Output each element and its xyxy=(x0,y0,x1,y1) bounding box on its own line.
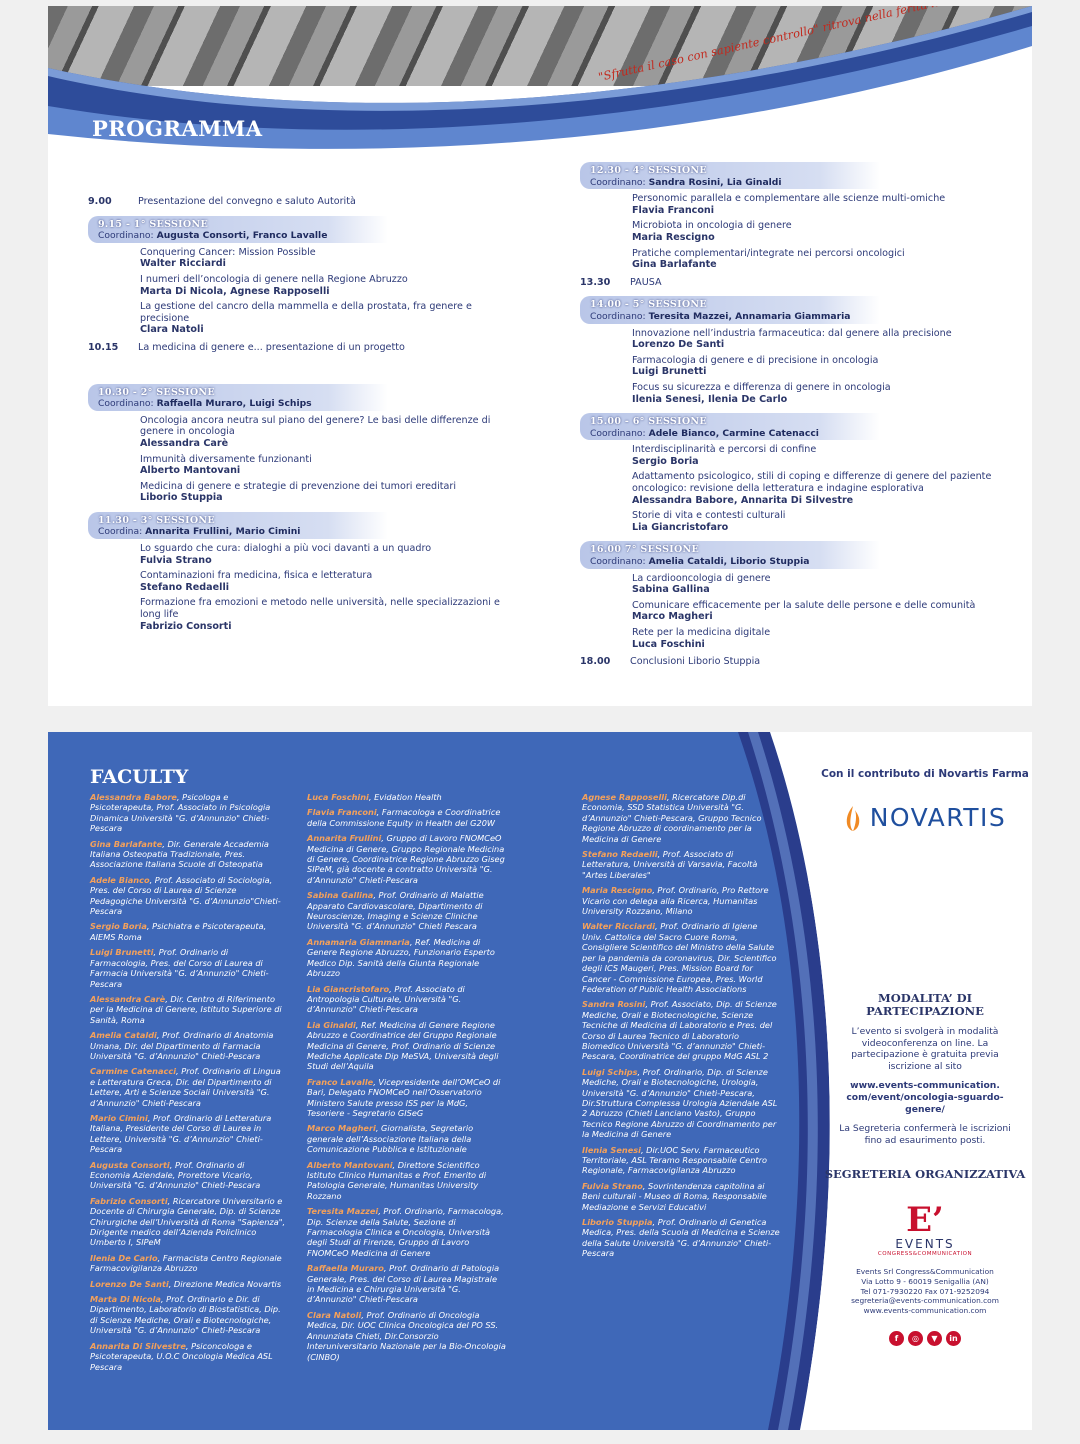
schedule-time: 13.30 xyxy=(580,276,611,288)
faculty-entry xyxy=(90,875,286,917)
talk-speaker: Fabrizio Consorti xyxy=(140,620,232,632)
secretariat-title: SEGRETERIA ORGANIZZATIVA xyxy=(824,1167,1026,1182)
coord-names: Augusta Consorti, Franco Lavalle xyxy=(156,230,328,242)
schedule-time: 18.00 xyxy=(580,656,611,668)
coord-names: Annarita Frullini, Mario Cimini xyxy=(145,526,301,538)
session-block xyxy=(580,162,1020,271)
talk-item xyxy=(140,247,508,270)
faculty-name: Agnese Rapposelli xyxy=(582,792,667,802)
participation-note: La Segreteria confermerà le iscrizioni fino ad esaurimento posti. xyxy=(839,1123,1011,1146)
session-coordinators xyxy=(590,311,880,324)
faculty-desc: , Vicepresidente dell’OMCeO di Bari, Delegato FNOMCeO nell’Osservatorio Ministero Salute presso ISS per la MdG, Tesoriere - Segretario GISeG xyxy=(307,1076,501,1118)
faculty-desc: , Dir.UOC Serv. Farmaceutico Territoriale, ASL Teramo Responsabile Centro Regionale, Farmacovigilanza Abruzzo xyxy=(582,1144,767,1176)
faculty-entry xyxy=(307,1310,507,1362)
faculty-name: Annarita Di Silvestre xyxy=(90,1340,186,1351)
faculty-desc: , Evidation Health xyxy=(368,792,442,802)
talk-title: I numeri dell’oncologia di genere nella Regione Abruzzo xyxy=(140,273,408,285)
faculty-entry xyxy=(307,937,507,979)
coord-label: Coordinano: xyxy=(590,427,646,439)
participation-title: MODALITA’ DI PARTECIPAZIONE xyxy=(866,991,984,1018)
session-block xyxy=(580,413,1020,533)
faculty-name: Alessandra Babore xyxy=(90,792,177,802)
faculty-desc: , Prof. Ordinario di Anatomia Umana, Dir. del Dipartimento di Farmacia Università "G. d’Annunzio" Chieti-Pescara xyxy=(90,1030,274,1061)
faculty-entry xyxy=(90,1279,286,1289)
schedule-time: 10.15 xyxy=(88,341,119,353)
faculty-name: Clara Natoli xyxy=(307,1309,362,1320)
faculty-name: Alessandra Carè xyxy=(90,993,166,1004)
talk-item xyxy=(140,415,508,450)
faculty-entry xyxy=(582,885,780,916)
faculty-desc: , Psichiatra e Psicoterapeuta, AIEMS Roma xyxy=(90,921,267,942)
faculty-desc: , Prof. Ordinario, Dip. di Scienze Mediche, Orali e Biotecnologiche, Urologia, Università "G. d’Annunzio" Chieti-Pescara, Dir.Struttura Complessa Urologia Aziendale ASL 2 Abruzzo (Chieti Lanciano Vasto), Gruppo Tecnico Regione Abruzzo di Coordinamento per la Medicina di Genere xyxy=(582,1066,778,1140)
faculty-name: Raffaella Muraro xyxy=(307,1263,384,1274)
faculty-name: Amelia Cataldi xyxy=(90,1030,157,1041)
session-header xyxy=(580,296,880,323)
faculty-entry xyxy=(307,1263,507,1305)
faculty-name: Walter Ricciardi xyxy=(582,921,656,932)
faculty-desc: , Dir. Centro di Riferimento per la Medicina di Genere, Istituto Superiore di Sanità, Roma xyxy=(90,993,282,1025)
coord-names: Amelia Cataldi, Liborio Stuppia xyxy=(648,556,810,568)
session-header xyxy=(88,512,388,539)
faculty-desc: , Ref. Medicina di Genere Regione Abruzzo e Coordinatrice del Gruppo Regionale Medicina di Genere, Prof. Ordinario di Scienze Mediche Applicate Dip MeSVA, Università degli Studi dell’Aquila xyxy=(307,1019,499,1072)
talk-item xyxy=(632,510,1020,533)
session-header xyxy=(88,216,388,243)
talk-item xyxy=(140,274,508,297)
faculty-desc: , Ricercatore Universitario e Docente di Chirurgia Generale, Dip. di Scienze Chirurgiche dell’Università di Roma "Sapienza", Dirigente medico dell’Azienda Policlinico Umberto I, SIPeM xyxy=(90,1195,286,1248)
faculty-desc: , Prof. Associato di Sociologia, Pres. del Corso di Laurea di Scienze Pedagogiche Università "G. d’Annunzio"Chieti-Pescara xyxy=(90,874,281,917)
info-panel xyxy=(818,732,1032,1430)
program-sheet xyxy=(48,6,1032,706)
talk-item xyxy=(632,248,1020,271)
faculty-desc: , Dir. Generale Accademia Italiana Osteopatia Tradizionale, Pres. Associazione Italiana Scuole di Osteopatia xyxy=(90,838,269,870)
talk-title: Innovazione nell’industria farmaceutica: dal genere alla precisione xyxy=(632,327,952,339)
faculty-desc: , Prof. Ordinario di Genetica Medica, Pres. della Scuola di Medicina e Scienze della Salute Università "G. d’Annunzio" Chieti-Pescara xyxy=(582,1217,780,1259)
faculty-entry xyxy=(90,1160,286,1191)
faculty-entry xyxy=(307,807,507,828)
session-block xyxy=(580,541,1020,650)
talk-item xyxy=(632,471,1020,506)
facebook-icon[interactable]: f xyxy=(889,1331,904,1346)
talk-speaker: Clara Natoli xyxy=(140,324,204,336)
faculty-name: Luca Foschini xyxy=(307,792,369,802)
faculty-entry xyxy=(582,849,780,880)
talk-speaker: Liborio Stuppia xyxy=(140,492,223,504)
faculty-entry xyxy=(307,1077,507,1119)
talk-speaker: Marta Di Nicola, Agnese Rapposelli xyxy=(140,285,330,297)
talk-item xyxy=(632,355,1020,378)
talk-speaker: Maria Rescigno xyxy=(632,231,715,243)
talk-speaker: Lorenzo De Santi xyxy=(632,339,725,351)
faculty-entry xyxy=(307,1206,507,1258)
faculty-name: Sabina Gallina xyxy=(307,890,374,901)
faculty-name: Adele Bianco xyxy=(90,874,150,885)
talk-speaker: Alessandra Babore, Annarita Di Silvestre xyxy=(632,494,854,506)
faculty-desc: , Ricercatore Dip.di Economia, SSD Statistica Università "G. d’Annunzio" Chieti-Pescara, Gruppo Tecnico Regione Abruzzo di coordinamento per la Medicina di Genere xyxy=(582,792,762,844)
session-title: 9.15 - 1° SESSIONE xyxy=(98,218,209,230)
schedule-text: Conclusioni Liborio Stuppia xyxy=(630,656,761,668)
faculty-name: Franco Lavalle xyxy=(307,1076,374,1087)
faculty-sheet xyxy=(48,732,1032,1430)
faculty-entry xyxy=(90,1113,286,1155)
linkedin-icon[interactable]: in xyxy=(946,1331,961,1346)
registration-link[interactable]: www.events-communication. com/event/oncologia-sguardo-genere/ xyxy=(846,1080,1004,1115)
faculty-desc: , Farmacista Centro Regionale Farmacovigilanza Abruzzo xyxy=(90,1252,282,1274)
faculty-entry xyxy=(307,1123,507,1154)
coord-names: Teresita Mazzei, Annamaria Giammaria xyxy=(648,310,851,322)
talk-title: Contaminazioni fra medicina, fisica e letteratura xyxy=(140,570,373,582)
talk-title: Rete per la medicina digitale xyxy=(632,627,771,638)
faculty-name: Sergio Boria xyxy=(90,921,147,932)
talk-speaker: Luigi Brunetti xyxy=(632,366,707,378)
session-title: 15.00 - 6° SESSIONE xyxy=(590,416,707,428)
faculty-entry xyxy=(307,792,507,802)
talk-item xyxy=(632,444,1020,467)
talk-title: Microbiota in oncologia di genere xyxy=(632,220,792,232)
faculty-desc: , Direzione Medica Novartis xyxy=(168,1278,282,1289)
session-title: 12.30 - 4° SESSIONE xyxy=(590,165,707,176)
talk-speaker: Luca Foschini xyxy=(632,638,705,650)
talk-item xyxy=(140,570,508,593)
faculty-name: Luigi Brunetti xyxy=(90,947,154,958)
faculty-desc: , Psiconcologa e Psicoterapeuta, U.O.C Oncologia Medica ASL Pescara xyxy=(90,1340,273,1372)
talk-title: Farmacologia di genere e di precisione in oncologia xyxy=(632,354,879,366)
talk-title: Storie di vita e contesti culturali xyxy=(632,510,786,522)
schedule-text: La medicina di genere e... presentazione di un progetto xyxy=(138,341,405,353)
talk-title: Medicina di genere e strategie di prevenzione dei tumori ereditari xyxy=(140,480,457,492)
talk-item xyxy=(140,597,508,632)
faculty-name: Ilenia Senesi xyxy=(582,1144,641,1155)
faculty-entry xyxy=(307,833,507,885)
talk-item xyxy=(632,220,1020,243)
program-column-right xyxy=(580,154,1020,668)
faculty-column-3 xyxy=(582,792,780,1264)
faculty-name: Luigi Schips xyxy=(582,1066,638,1077)
faculty-name: Sandra Rosini xyxy=(582,999,646,1010)
faculty-name: Fulvia Strano xyxy=(582,1180,643,1191)
faculty-desc: , Prof. Associato, Dip. di Scienze Mediche, Orali e Biotecnologiche, Scienze Tecniche di Medicina di Laboratorio e Pres. del Corso di Laurea Tecnico di Laboratorio Biomedico Università "G. d’annunzio" Chieti-Pescara, Coordinatrice del gruppo MdG ASL 2 xyxy=(582,999,777,1062)
talk-title: Comunicare efficacemente per la salute delle persone e delle comunità xyxy=(632,599,976,611)
faculty-entry xyxy=(90,921,286,942)
faculty-name: Alberto Mantovani xyxy=(307,1159,393,1170)
talk-speaker: Marco Magheri xyxy=(632,611,713,623)
session-coordinators xyxy=(590,177,880,190)
faculty-desc: , Giornalista, Segretario generale dell’Associazione Italiana della Comunicazione Pubblica e Istituzionale xyxy=(307,1123,474,1155)
faculty-name: Annarita Frullini xyxy=(307,833,382,844)
schedule-row xyxy=(88,196,508,208)
talk-title: La cardiooncologia di genere xyxy=(632,572,771,584)
faculty-name: Flavia Franconi xyxy=(307,807,377,818)
program-title: PROGRAMMA xyxy=(92,116,263,141)
faculty-column-2 xyxy=(307,792,507,1367)
youtube-icon[interactable]: ▼ xyxy=(927,1331,942,1346)
novartis-flame-icon xyxy=(844,804,862,832)
faculty-name: Annamaria Giammaria xyxy=(307,936,410,947)
faculty-desc: , Sovrintendenza capitolina ai Beni culturali - Museo di Roma, Responsabile Mediazione e Servizi Educativi xyxy=(582,1180,767,1212)
talk-speaker: Walter Ricciardi xyxy=(140,258,226,270)
talk-item xyxy=(140,301,508,336)
faculty-desc: , Prof. Associato di Antropologia Culturale, Università "G. d’Annunzio" Chieti-Pescara xyxy=(307,983,465,1015)
faculty-entry xyxy=(90,947,286,989)
faculty-title: FACULTY xyxy=(90,766,189,788)
session-coordinators xyxy=(98,398,388,411)
faculty-entry xyxy=(90,1066,286,1108)
faculty-column-1 xyxy=(90,792,286,1377)
coord-label: Coordina: xyxy=(98,526,143,538)
talk-speaker: Gina Barlafante xyxy=(632,259,717,271)
program-column-left xyxy=(88,190,508,632)
faculty-desc: , Prof. Ordinario di Patologia Generale, Pres. del Corso di Laurea Magistrale in Medicina e Chirurgia Università "G. d’Annunzio" Chieti-Pescara xyxy=(307,1263,500,1305)
header-wave xyxy=(48,6,1032,166)
faculty-entry xyxy=(90,1196,286,1248)
faculty-name: Teresita Mazzei xyxy=(307,1206,379,1217)
faculty-desc: , Prof. Ordinario di Letteratura Italiana, Presidente del Corso di Laurea in Lettere, Università "G. d’Annunzio" Chieti-Pescara xyxy=(90,1112,272,1155)
coord-label: Coordinano: xyxy=(98,398,154,410)
talk-item xyxy=(632,382,1020,405)
faculty-entry xyxy=(307,984,507,1015)
contact-line: segreteria@events-communication.com xyxy=(851,1296,999,1306)
talk-title: Conquering Cancer: Mission Possible xyxy=(140,246,316,258)
social-icons xyxy=(818,1331,1032,1346)
session-coordinators xyxy=(590,556,880,569)
coord-label: Coordinano: xyxy=(590,176,646,188)
talk-item xyxy=(632,328,1020,351)
faculty-name: Liborio Stuppia xyxy=(582,1217,653,1228)
session-title: 16.00 7° SESSIONE xyxy=(590,544,700,556)
talk-title: La gestione del cancro della mammella e della prostata, fra genere e precisione xyxy=(140,301,472,324)
events-logo xyxy=(818,1200,1032,1258)
session-coordinators xyxy=(590,428,880,441)
talk-item xyxy=(140,481,508,504)
instagram-icon[interactable]: ◎ xyxy=(908,1331,923,1346)
session-header xyxy=(580,541,880,568)
talk-title: Personomic parallela e complementare alle scienze multi-omiche xyxy=(632,193,946,205)
schedule-row xyxy=(88,342,508,354)
session-header xyxy=(580,413,880,440)
schedule-time: 9.00 xyxy=(88,196,112,207)
session-block xyxy=(580,296,1020,405)
faculty-name: Marco Magheri xyxy=(307,1123,376,1134)
faculty-desc: , Psicologa e Psicoterapeuta, Prof. Associato in Psicologia Dinamica Università "G. d’Annunzio" Chieti-Pescara xyxy=(90,792,271,834)
sponsor-text: Con il contributo di Novartis Farma xyxy=(821,768,1029,780)
schedule-text: Presentazione del convegno e saluto Autorità xyxy=(138,196,356,207)
talk-item xyxy=(140,454,508,477)
talk-speaker: Flavia Franconi xyxy=(632,204,715,216)
contact-line: www.events-communication.com xyxy=(863,1305,987,1315)
talk-item xyxy=(632,573,1020,596)
session-coordinators xyxy=(98,230,388,243)
faculty-desc: , Prof. Ordinario di Igiene Univ. Cattolica del Sacro Cuore Roma, Consigliere Scientifico del Ministro della Salute per la pandemia da coronavirus, Dir. Scientifico degli ICS Maugeri, Pres. Mission Board for Cancer - Commissione Europea, Pres. World Federation of Public Health Associations xyxy=(582,921,777,994)
faculty-name: Augusta Consorti xyxy=(90,1159,170,1170)
faculty-entry xyxy=(582,1145,780,1176)
faculty-desc: , Gruppo di Lavoro FNOMCeO Medicina di Genere, Gruppo Regionale Medicina di Genere, Coordinatrice Regione Abruzzo Giseg SIPeM, già docente a contratto Università "G. d’Annunzio" Chieti-Pescara xyxy=(307,833,505,885)
talk-speaker: Alessandra Carè xyxy=(140,437,229,449)
faculty-desc: , Prof. Ordinario di Malattie Apparato Cardiovascolare, Dipartimento di Neuroscienze, Imaging e Scienze Cliniche Università "G. d’Annunzio" Chieti Pescara xyxy=(307,890,484,932)
talk-speaker: Lia Giancristofaro xyxy=(632,521,729,533)
faculty-entry xyxy=(90,994,286,1025)
talk-speaker: Stefano Redaelli xyxy=(140,581,230,593)
faculty-entry xyxy=(582,1181,780,1212)
talk-speaker: Alberto Mantovani xyxy=(140,465,241,477)
faculty-desc: , Prof. Ordinario di Lingua e Letteratura Greca, Dir. del Dipartimento di Lettere, Arti e Scienze Sociali Università "G. d’Annunzio" Chieti-Pescara xyxy=(90,1066,281,1108)
session-block xyxy=(88,384,508,504)
faculty-name: Lia Ginaldi xyxy=(307,1019,356,1030)
contact-line: Via Lotto 9 - 60019 Senigallia (AN) xyxy=(861,1276,989,1286)
talk-speaker: Fulvia Strano xyxy=(140,554,212,566)
faculty-desc: , Prof. Ordinario, Pro Rettore Vicario con delega alla Ricerca, Humanitas University Rozzano, Milano xyxy=(582,885,769,917)
faculty-entry xyxy=(582,1217,780,1259)
talk-title: Focus su sicurezza e differenza di genere in oncologia xyxy=(632,381,891,393)
session-header xyxy=(580,162,880,189)
talk-title: Adattamento psicologico, stili di coping e differenze di genere del paziente oncologico: revisione della letteratura e indagine esplorativa xyxy=(632,471,992,495)
faculty-entry xyxy=(90,1341,286,1372)
session-block xyxy=(88,512,508,632)
talk-title: Interdisciplinarità e percorsi di confine xyxy=(632,444,817,456)
faculty-name: Mario Cimini xyxy=(90,1112,148,1123)
schedule-row xyxy=(580,277,1020,289)
novartis-logo xyxy=(818,803,1032,832)
faculty-entry xyxy=(90,1030,286,1061)
talk-item xyxy=(632,193,1020,216)
events-logo-mark: E’ xyxy=(906,1200,944,1241)
talk-item xyxy=(140,543,508,566)
talk-title: Formazione fra emozioni e metodo nelle università, nelle specializzazioni e long life xyxy=(140,597,500,621)
talk-item xyxy=(632,627,1020,650)
talk-item xyxy=(632,600,1020,623)
faculty-name: Fabrizio Consorti xyxy=(90,1195,168,1206)
talk-title: Immunità diversamente funzionanti xyxy=(140,453,312,465)
coord-label: Coordinano: xyxy=(590,556,646,568)
coord-label: Coordinano: xyxy=(590,310,646,322)
faculty-desc: , Prof. Ordinario di Oncologia Medica, Dir. UOC Clinica Oncologica del PO SS. Annunziata Chieti, Dir.Consorzio Interuniversitario Nazionale per la Bio-Oncologia (CINBO) xyxy=(307,1309,506,1362)
session-coordinators xyxy=(98,526,388,539)
faculty-desc: , Prof. Ordinario, Farmacologa, Dip. Scienze della Salute, Sezione di Farmacologia Clinica e Oncologia, Università degli Studi di Firenze, Gruppo di Lavoro FNOMCeO Medicina di Genere xyxy=(307,1206,504,1258)
contact-line: Events Srl Congress&Communication xyxy=(856,1267,994,1277)
faculty-entry xyxy=(582,792,780,844)
faculty-entry xyxy=(307,1020,507,1072)
talk-title: Pratiche complementari/integrate nei percorsi oncologici xyxy=(632,247,905,259)
session-title: 11.30 - 3° SESSIONE xyxy=(98,514,215,526)
coord-label: Coordinano: xyxy=(98,230,154,242)
faculty-entry xyxy=(90,792,286,834)
session-header xyxy=(88,384,388,411)
faculty-entry xyxy=(90,839,286,870)
talk-title: Oncologia ancora neutra sul piano del genere? Le basi delle differenze di genere in oncologia xyxy=(140,414,491,438)
talk-title: Lo sguardo che cura: dialoghi a più voci davanti a un quadro xyxy=(140,543,432,555)
faculty-name: Gina Barlafante xyxy=(90,838,163,849)
faculty-entry xyxy=(582,999,780,1061)
contact-line: Tel 071-7930220 Fax 071-9252094 xyxy=(860,1286,990,1296)
events-logo-word: EVENTS xyxy=(895,1237,955,1252)
faculty-desc: , Prof. Ordinario di Economia Aziendale, Prorettore Vicario, Università "G. d’Annunzio" Chieti-Pescara xyxy=(90,1159,261,1191)
participation-text: L’evento si svolgerà in modalità videoconferenza on line. La partecipazione è gratuita previa iscrizione al sito xyxy=(851,1026,999,1072)
coord-names: Raffaella Muraro, Luigi Schips xyxy=(156,398,312,410)
events-logo-sub: CONGRESS&COMMUNICATION xyxy=(877,1251,973,1258)
faculty-desc: , Prof. Ordinario e Dir. di Dipartimento, Laboratorio di Biostatistica, Dip. di Scienze Mediche, Orali e Biotecnologiche, Università "G. d’Annunzio" Chieti-Pescara xyxy=(90,1294,281,1336)
faculty-entry xyxy=(582,1067,780,1140)
talk-speaker: Sergio Boria xyxy=(632,455,699,467)
coord-names: Sandra Rosini, Lia Ginaldi xyxy=(648,176,782,188)
faculty-name: Carmine Catenacci xyxy=(90,1066,177,1077)
session-title: 10.30 - 2° SESSIONE xyxy=(98,386,215,398)
contact-info xyxy=(818,1267,1032,1315)
novartis-wordmark: NOVARTIS xyxy=(869,803,1007,832)
faculty-name: Stefano Redaelli xyxy=(582,849,658,860)
faculty-desc: , Ref. Medicina di Genere Regione Abruzzo, Funzionario Esperto Medico Dip. Sanità della Giunta Regionale Abruzzo xyxy=(307,936,495,979)
faculty-desc: , Prof. Associato di Letteratura, Università di Varsavia, Facoltà "Artes Liberales" xyxy=(582,849,758,880)
faculty-entry xyxy=(582,921,780,994)
faculty-desc: , Direttore Scientifico Istituto Clinico Humanitas e Prof. Emerito di Patologia Generale, Humanitas University Rozzano xyxy=(307,1159,487,1201)
faculty-entry xyxy=(90,1294,286,1336)
faculty-desc: , Prof. Ordinario di Farmacologia, Pres. del Corso di Laurea di Farmacia Università "G. d’Annunzio" Chieti-Pescara xyxy=(90,947,269,989)
faculty-entry xyxy=(307,890,507,932)
talk-speaker: Ilenia Senesi, Ilenia De Carlo xyxy=(632,393,788,405)
session-block xyxy=(88,216,508,336)
schedule-row xyxy=(580,656,1020,668)
faculty-name: Maria Rescigno xyxy=(582,885,653,896)
faculty-desc: , Farmacologa e Coordinatrice della Commissione Equity in Health del G20W xyxy=(307,807,501,828)
schedule-text: PAUSA xyxy=(630,276,662,288)
faculty-name: Marta Di Nicola xyxy=(90,1294,161,1305)
talk-speaker: Sabina Gallina xyxy=(632,584,710,596)
session-title: 14.00 - 5° SESSIONE xyxy=(590,299,707,311)
faculty-name: Lia Giancristofaro xyxy=(307,983,390,994)
faculty-name: Lorenzo De Santi xyxy=(90,1278,169,1289)
faculty-name: Ilenia De Carlo xyxy=(90,1252,158,1263)
coord-names: Adele Bianco, Carmine Catenacci xyxy=(648,427,819,439)
faculty-entry xyxy=(90,1253,286,1274)
faculty-entry xyxy=(307,1160,507,1202)
